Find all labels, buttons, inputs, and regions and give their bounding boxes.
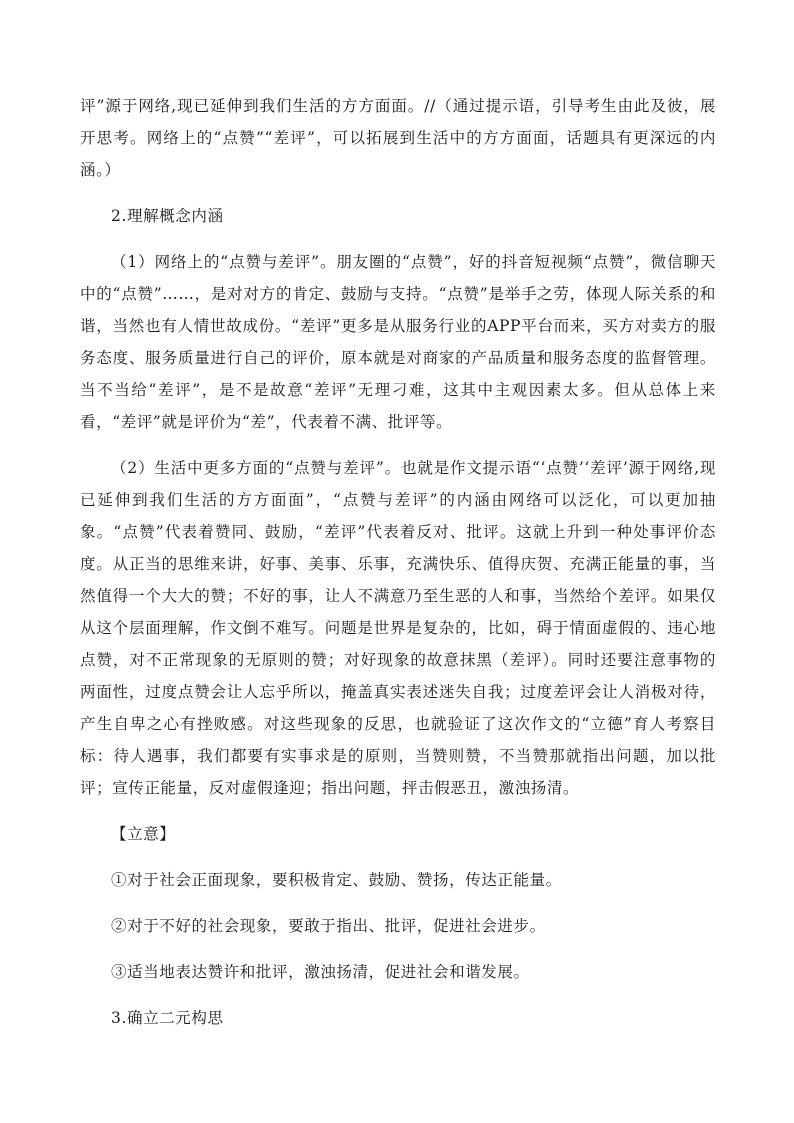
- point-1-paragraph: （1）网络上的“点赞与差评”。朋友圈的“点赞”，好的抖音短视频“点赞”，微信聊天中的“点赞”……，是对对方的肯定、鼓励与支持。“点赞”是举手之劳，体现人际关系的和谐，当然也有人情世故成份。“差评”更多是从服务行业的APP平台而来，买方对卖方的服务态度、服务质量进行自己的评价，原本就是对商家的产品质量和服务态度的监督管理。当不当给“差评”，是不是故意“差评”无理刁难，这其中主观因素太多。但从总体上来看，“差评”就是评价为“差”，代表着不满、批评等。: [80, 253, 716, 431]
- liyi-item: ②对于不好的社会现象，要敢于指出、批评，促进社会进步。: [111, 917, 546, 935]
- liyi-item: ③适当地表达赞许和批评，激浊扬清，促进社会和谐发展。: [111, 963, 530, 981]
- intro-paragraph: 评”源于网络,现已延伸到我们生活的方方面面。//（通过提示语，引导考生由此及彼，展开思考。网络上的“点赞”“差评”，可以拓展到生活中的方方面面，话题具有更深远的内涵。）: [80, 97, 716, 179]
- document-body: [80, 90, 716, 1034]
- liyi-item: ①对于社会正面现象，要积极肯定、鼓励、赞扬，传达正能量。: [111, 871, 562, 889]
- point-2-paragraph: （2）生活中更多方面的“点赞与差评”。也就是作文提示语“‘点赞’‘差评’源于网络,现已延伸到我们生活的方方面面”，“点赞与差评”的内涵由网络可以泛化，可以更加抽象。“点赞”代表着赞同、鼓励，“差评”代表着反对、批评。这就上升到一种处事评价态度。从正当的思维来讲，好事、美事、乐事，充满快乐、值得庆贺、充满正能量的事，当然值得一个大大的赞；不好的事，让人不满意乃至生恶的人和事，当然给个差评。如果仅从这个层面理解，作文倒不难写。问题是世界是复杂的，比如，碍于情面虚假的、违心地点赞，对不正常现象的无原则的赞；对好现象的故意抹黑（差评）。同时还要注意事物的两面性，过度点赞会让人忘乎所以，掩盖真实表述迷失自我；过度差评会让人消极对待，产生自卑之心有挫败感。对这些现象的反思，也就验证了这次作文的“立德”育人考察目标：待人遇事，我们都要有实事求是的原则，当赞则赞，不当赞那就指出问题，加以批评；宣传正能量，反对虚假逢迎；指出问题，抨击假恶丑，激浊扬清。: [80, 459, 716, 797]
- section-heading-binary-structure: 3.确立二元构思: [111, 1009, 224, 1027]
- liyi-heading: 【立意】: [111, 825, 176, 843]
- section-heading-understand-concept: 2.理解概念内涵: [111, 207, 224, 225]
